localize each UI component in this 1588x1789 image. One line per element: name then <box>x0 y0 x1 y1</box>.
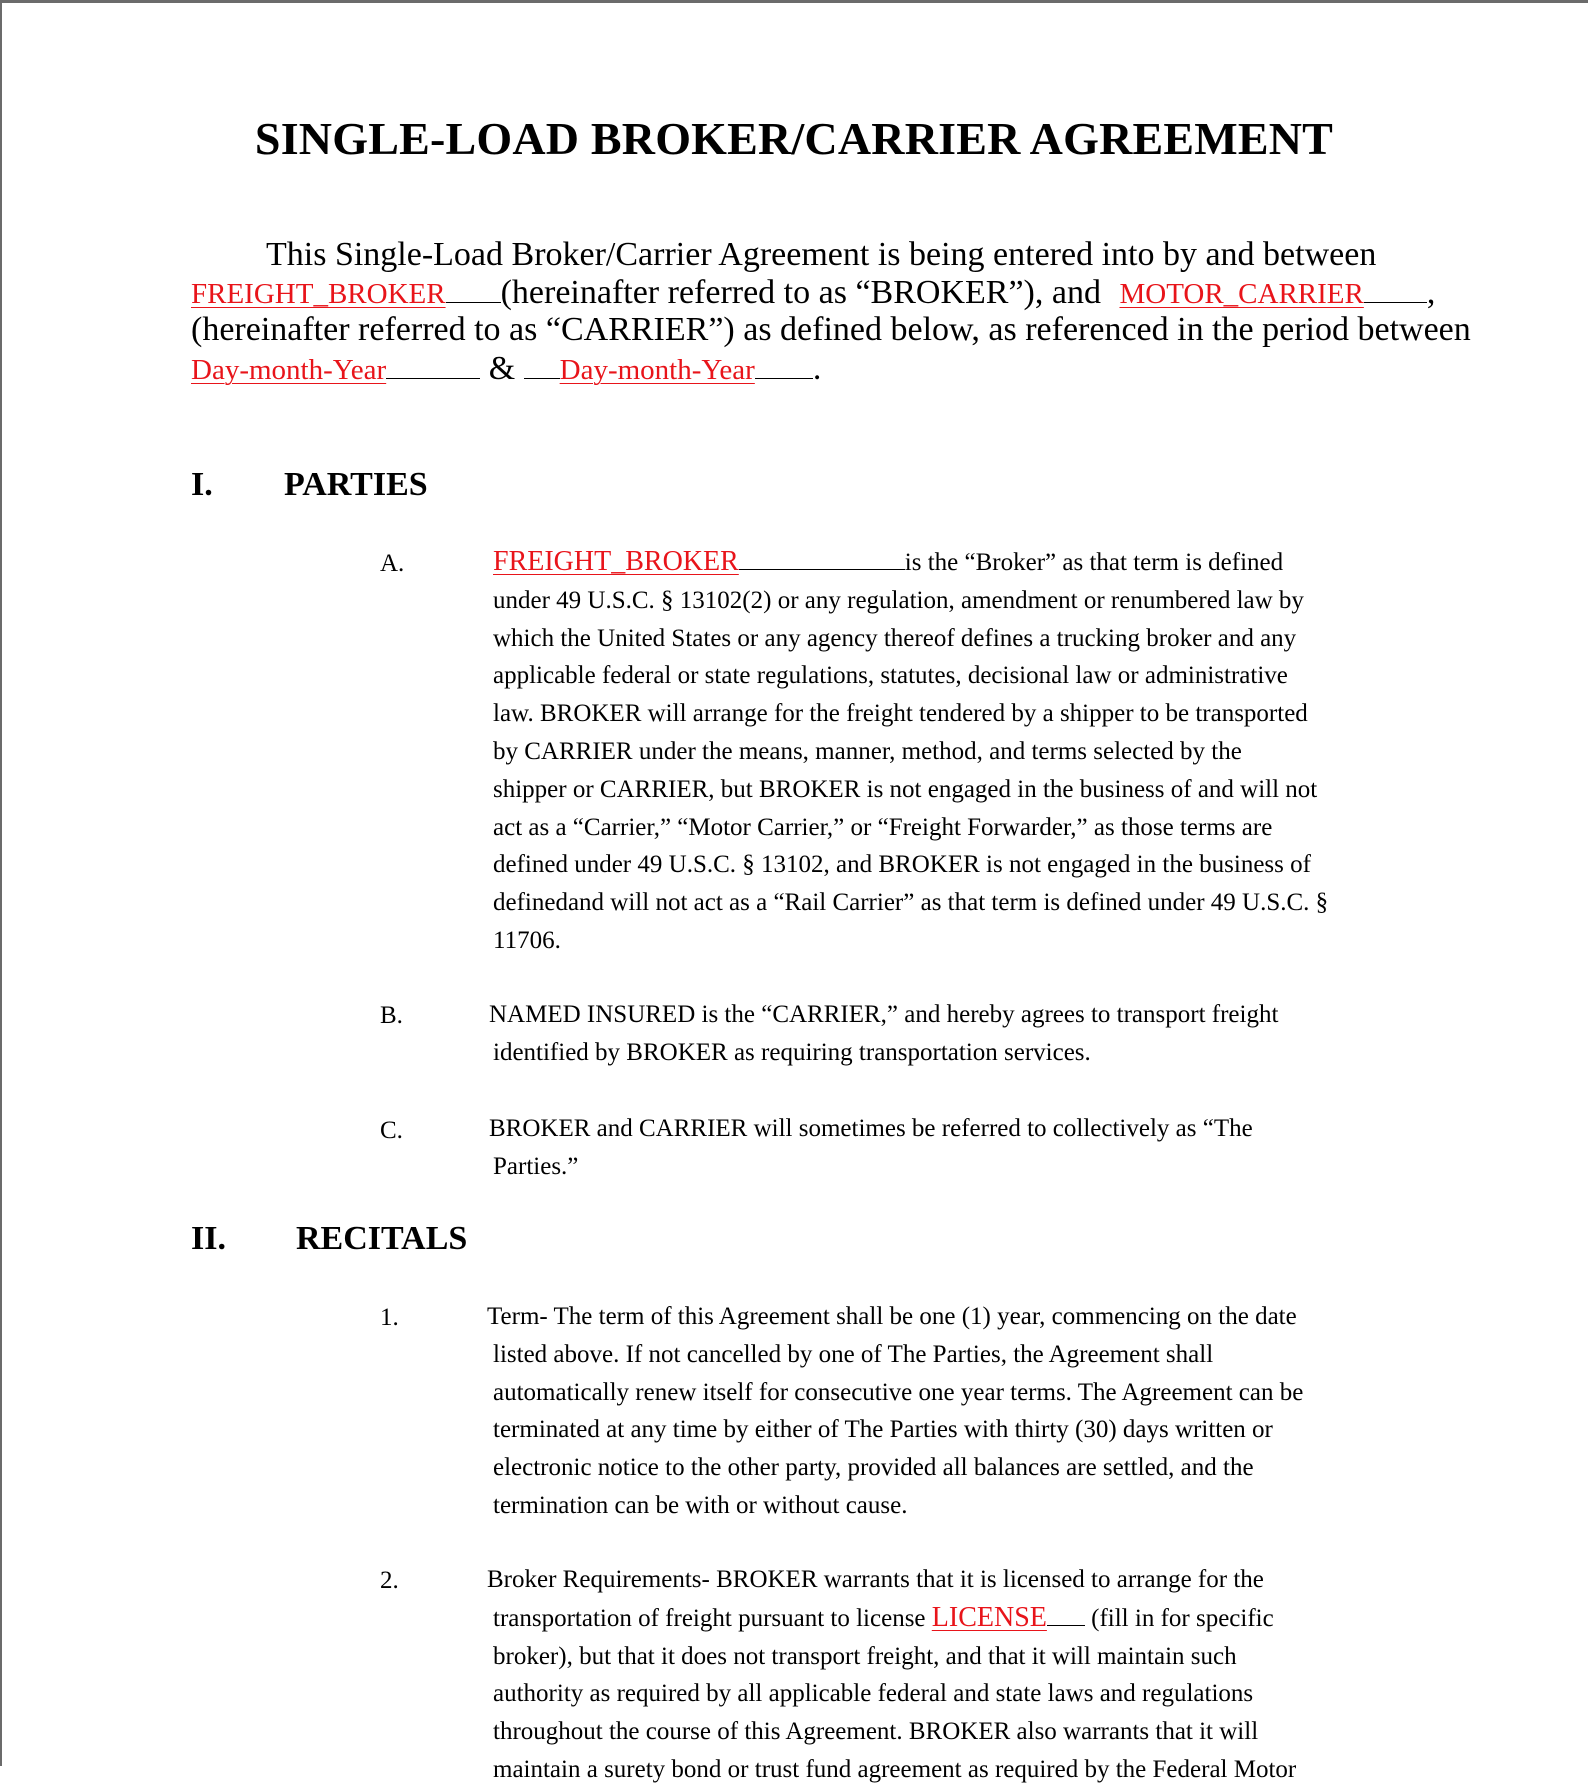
blank-line <box>1047 1625 1085 1626</box>
party-a-line: defined under 49 U.S.C. § 13102, and BROKER is not engaged in the business of <box>493 851 1311 879</box>
recital-2-line: transportation of freight pursuant to license <box>493 1604 926 1632</box>
recital-1-paragraph <box>487 1298 1413 1525</box>
party-c-letter: C. <box>380 1117 403 1144</box>
recital-2-line: throughout the course of this Agreement. BROKER also warrants that it will <box>493 1718 1259 1746</box>
party-b-paragraph <box>489 996 1413 1072</box>
party-a-broker-field[interactable]: FREIGHT_BROKER <box>493 546 739 577</box>
recital-1-number: 1. <box>380 1304 399 1331</box>
party-a-paragraph <box>493 543 1413 960</box>
recital-1-line: automatically renew itself for consecutive one year terms. The Agreement can be <box>493 1378 1304 1406</box>
blank-line <box>524 378 560 379</box>
recital-2-number: 2. <box>380 1567 399 1594</box>
party-b-line: NAMED INSURED is the “CARRIER,” and hereby agrees to transport freight <box>489 1001 1279 1028</box>
recital-2-line: (fill in for specific <box>1091 1604 1274 1632</box>
party-a-line: under 49 U.S.C. § 13102(2) or any regulation, amendment or renumbered law by <box>493 586 1304 614</box>
document-title: SINGLE-LOAD BROKER/CARRIER AGREEMENT <box>254 113 1334 164</box>
party-c-line: Parties.” <box>493 1152 579 1180</box>
section-1-title: PARTIES <box>284 466 428 503</box>
recital-2-line: broker), but that it does not transport freight, and that it will maintain such <box>493 1642 1237 1670</box>
recital-1-line: terminated at any time by either of The Parties with thirty (30) days written or <box>493 1416 1273 1444</box>
date-ampersand: & <box>488 350 516 387</box>
party-b-line: identified by BROKER as requiring transportation services. <box>493 1038 1091 1066</box>
broker-name-field[interactable]: FREIGHT_BROKER <box>191 278 446 310</box>
recital-2-paragraph <box>487 1561 1413 1789</box>
license-field[interactable]: LICENSE <box>931 1601 1047 1633</box>
page-left-border <box>0 0 2 1766</box>
page-top-border <box>0 0 1588 3</box>
party-a-line: law. BROKER will arrange for the freight tendered by a shipper to be transported <box>493 700 1308 728</box>
recital-2-line: authority as required by all applicable federal and state laws and regulations <box>493 1680 1254 1708</box>
blank-line <box>739 569 905 570</box>
recital-1-line: electronic notice to the other party, provided all balances are settled, and the <box>493 1454 1254 1482</box>
intro-line-1: This Single-Load Broker/Carrier Agreement is being entered into by and between <box>266 236 1377 273</box>
party-a-letter: A. <box>380 550 405 577</box>
recital-2-line: Broker Requirements- BROKER warrants that it is licensed to arrange for the <box>487 1566 1264 1593</box>
blank-line <box>386 378 480 379</box>
intro-period: . <box>812 350 822 387</box>
recital-1-line: termination can be with or without cause. <box>493 1491 908 1519</box>
party-a-line: by CARRIER under the means, manner, method, and terms selected by the <box>493 737 1242 765</box>
start-date-field[interactable]: Day-month-Year <box>191 354 387 386</box>
section-2-title: RECITALS <box>296 1220 468 1257</box>
blank-line <box>755 378 813 379</box>
intro-line-3: (hereinafter referred to as “CARRIER”) as defined below, as referenced in the period between <box>191 311 1471 348</box>
intro-line-4 <box>191 350 821 388</box>
party-a-line: definedand will not act as a “Rail Carrier” as that term is defined under 49 U.S.C. § <box>493 889 1329 917</box>
end-date-field[interactable]: Day-month-Year <box>559 354 755 386</box>
party-a-line: applicable federal or state regulations, statutes, decisional law or administrative <box>493 662 1288 690</box>
party-c-paragraph <box>489 1110 1413 1186</box>
intro-comma: , <box>1426 274 1436 311</box>
blank-line <box>1364 302 1427 303</box>
recital-2-line: maintain a surety bond or trust fund agreement as required by the Federal Motor <box>493 1755 1297 1783</box>
recital-1-line: listed above. If not cancelled by one of The Parties, the Agreement shall <box>493 1340 1214 1368</box>
party-a-line: which the United States or any agency thereof defines a trucking broker and any <box>493 624 1297 652</box>
party-a-line: 11706. <box>493 926 561 954</box>
recital-1-line: Term- The term of this Agreement shall be one (1) year, commencing on the date <box>487 1303 1297 1330</box>
party-c-line: BROKER and CARRIER will sometimes be referred to collectively as “The <box>489 1115 1253 1142</box>
party-a-line: shipper or CARRIER, but BROKER is not engaged in the business of and will not <box>493 775 1318 803</box>
section-1-number: I. <box>191 466 213 503</box>
intro-broker-definition: (hereinafter referred to as “BROKER”), and <box>500 274 1101 311</box>
party-a-line: is the “Broker” as that term is defined <box>904 549 1284 576</box>
section-2-number: II. <box>191 1220 226 1257</box>
blank-line <box>446 302 501 303</box>
party-a-line: act as a “Carrier,” “Motor Carrier,” or “Freight Forwarder,” as those terms are <box>493 813 1273 841</box>
party-b-letter: B. <box>380 1002 403 1029</box>
carrier-name-field[interactable]: MOTOR_CARRIER <box>1119 278 1364 310</box>
intro-line-2 <box>191 274 1435 312</box>
